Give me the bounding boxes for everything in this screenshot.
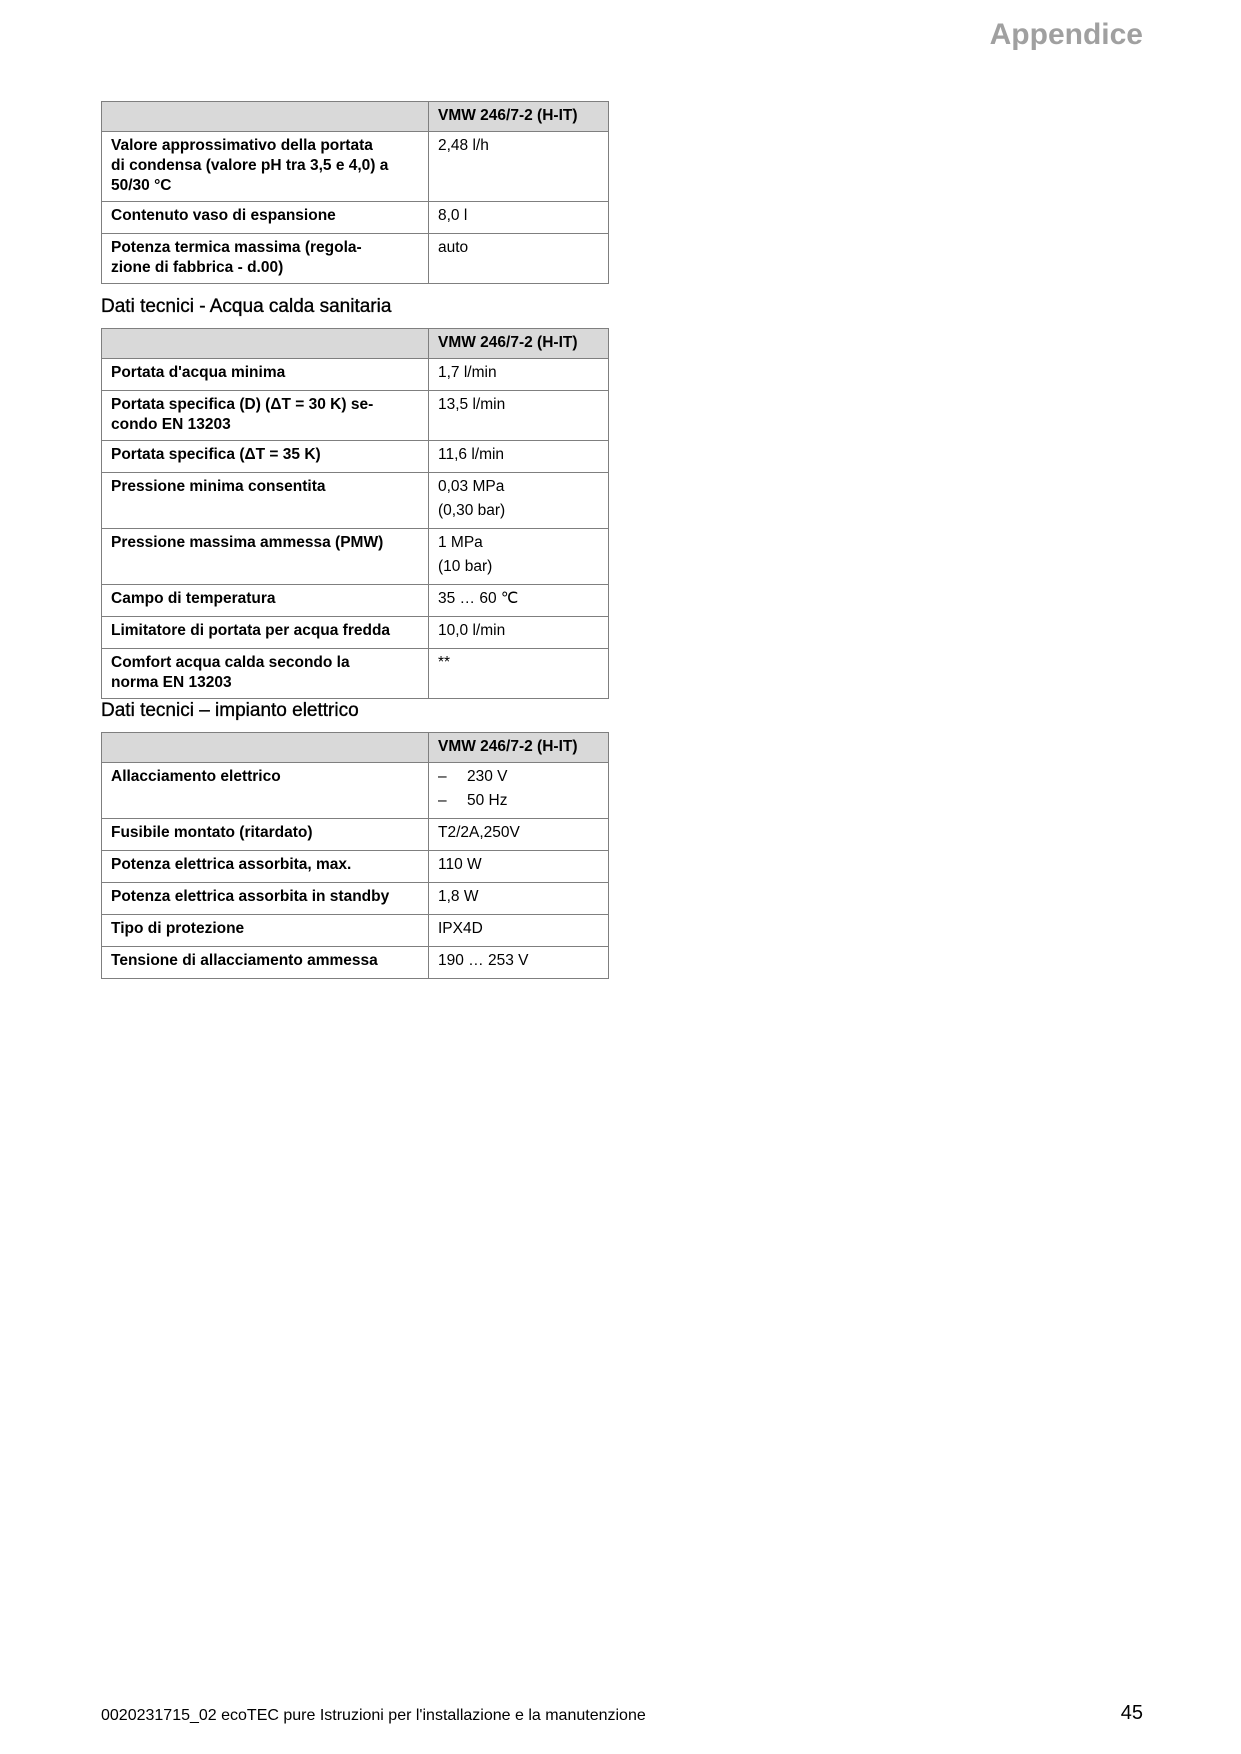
table-electrical <box>101 732 608 979</box>
table-row <box>102 202 609 234</box>
section-title-electrical: Dati tecnici – impianto elettrico <box>101 700 359 721</box>
value-line: 0,03 MPa <box>438 478 505 495</box>
row-label: Portata d'acqua minima <box>102 359 429 391</box>
table-row <box>102 585 609 617</box>
row-label: Potenza elettrica assorbita, max. <box>102 851 429 883</box>
table-row <box>102 359 609 391</box>
value-line: 1 MPa <box>438 534 483 551</box>
row-label: Tensione di allacciamento ammessa <box>102 947 429 979</box>
table-row <box>102 649 609 699</box>
row-label: Potenza termica massima (regola- zione di fabbrica - d.00) <box>102 234 429 284</box>
value-line: (0,30 bar) <box>438 502 506 519</box>
row-label: Pressione minima consentita <box>102 473 429 529</box>
row-label: Pressione massima ammessa (PMW) <box>102 529 429 585</box>
table-header-row <box>102 329 609 359</box>
empty-header-cell <box>102 102 429 132</box>
row-label: Valore approssimativo della portata di condensa (valore pH tra 3,5 e 4,0) a 50/30 °C <box>102 132 429 202</box>
row-value: 1,8 W <box>429 883 609 915</box>
row-value: 110 W <box>429 851 609 883</box>
table-general-continued <box>101 101 608 284</box>
row-value: 35 … 60 ℃ <box>429 585 609 617</box>
row-value: 190 … 253 V <box>429 947 609 979</box>
row-value <box>429 763 609 819</box>
empty-header-cell <box>102 329 429 359</box>
row-label: Contenuto vaso di espansione <box>102 202 429 234</box>
table-row <box>102 763 609 819</box>
table-row <box>102 851 609 883</box>
table-row <box>102 391 609 441</box>
row-label: Tipo di protezione <box>102 915 429 947</box>
table-row <box>102 441 609 473</box>
table-row <box>102 132 609 202</box>
table-header-row <box>102 102 609 132</box>
table-row <box>102 234 609 284</box>
value-line: (10 bar) <box>438 558 493 575</box>
row-value: auto <box>429 234 609 284</box>
table-row <box>102 819 609 851</box>
list-item: – 50 Hz <box>438 792 508 809</box>
row-label: Comfort acqua calda secondo la norma EN 13203 <box>102 649 429 699</box>
section-title-dhw: Dati tecnici - Acqua calda sanitaria <box>101 296 392 317</box>
row-value: 2,48 l/h <box>429 132 609 202</box>
model-header: VMW 246/7-2 (H-IT) <box>429 102 609 132</box>
table-dhw <box>101 328 608 699</box>
row-label: Fusibile montato (ritardato) <box>102 819 429 851</box>
table-row <box>102 883 609 915</box>
row-label: Portata specifica (D) (ΔT = 30 K) se- condo EN 13203 <box>102 391 429 441</box>
footer-document-title: 0020231715_02 ecoTEC pure Istruzioni per l'installazione e la manutenzione <box>101 1707 646 1724</box>
model-header: VMW 246/7-2 (H-IT) <box>429 733 609 763</box>
table-row <box>102 617 609 649</box>
chapter-title: Appendice <box>989 18 1143 51</box>
page-number: 45 <box>1120 1702 1143 1724</box>
table-row <box>102 473 609 529</box>
row-value: 8,0 l <box>429 202 609 234</box>
table-row <box>102 529 609 585</box>
row-value: 11,6 l/min <box>429 441 609 473</box>
table-row <box>102 947 609 979</box>
table-header-row <box>102 733 609 763</box>
row-value: T2/2A,250V <box>429 819 609 851</box>
row-label: Campo di temperatura <box>102 585 429 617</box>
row-value: 10,0 l/min <box>429 617 609 649</box>
row-label: Limitatore di portata per acqua fredda <box>102 617 429 649</box>
row-value: IPX4D <box>429 915 609 947</box>
row-label: Potenza elettrica assorbita in standby <box>102 883 429 915</box>
row-value: ** <box>429 649 609 699</box>
row-value <box>429 473 609 529</box>
row-label: Portata specifica (ΔT = 35 K) <box>102 441 429 473</box>
row-value: 13,5 l/min <box>429 391 609 441</box>
empty-header-cell <box>102 733 429 763</box>
table-row <box>102 915 609 947</box>
row-label: Allacciamento elettrico <box>102 763 429 819</box>
model-header: VMW 246/7-2 (H-IT) <box>429 329 609 359</box>
row-value <box>429 529 609 585</box>
list-item: – 230 V <box>438 768 508 785</box>
row-value: 1,7 l/min <box>429 359 609 391</box>
